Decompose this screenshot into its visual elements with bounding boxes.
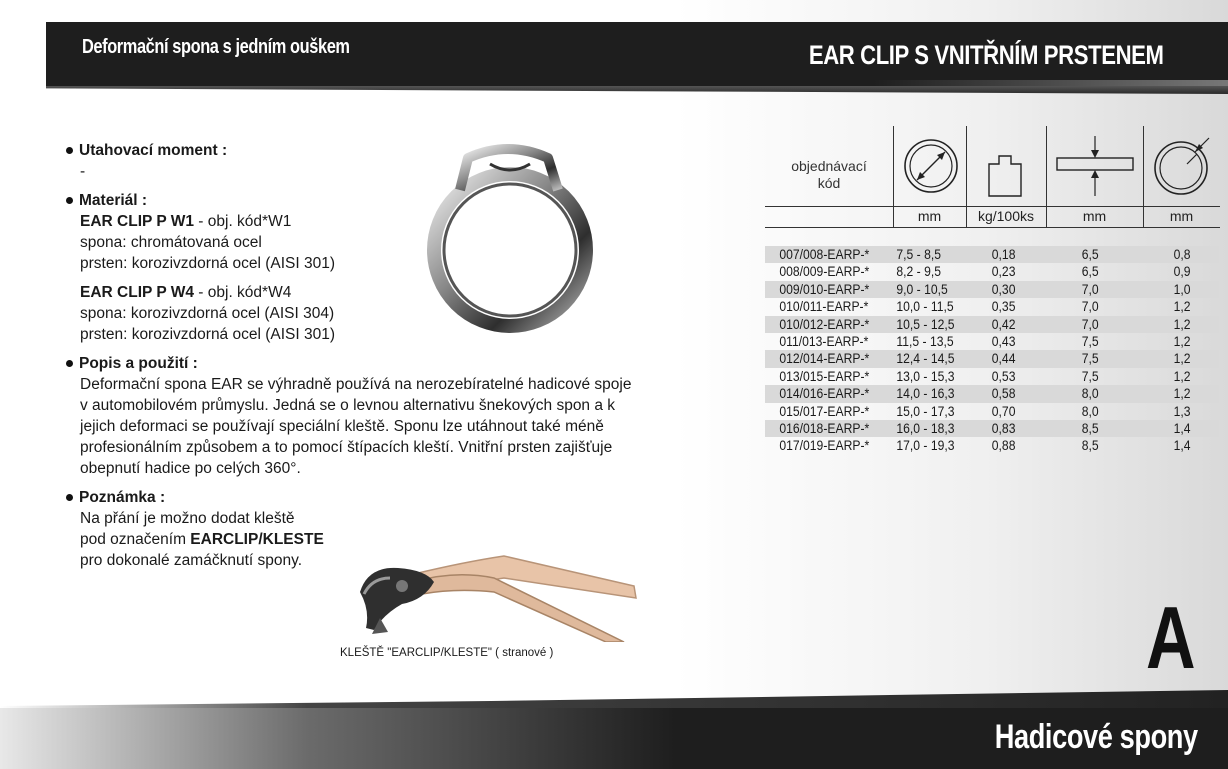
- footer-divider: [0, 690, 1228, 710]
- thickness-icon: [1151, 134, 1215, 198]
- order-code-header: objednávací kód: [791, 158, 867, 191]
- weight-cell: 0,58: [991, 386, 1016, 402]
- spec-table: [765, 126, 1220, 455]
- diameter-range-cell: 10,0 - 11,5: [896, 299, 954, 315]
- thickness-cell: 1,4: [1173, 420, 1191, 436]
- order-code-cell: 012/014-EARP-*: [779, 351, 870, 367]
- order-code-cell: 011/013-EARP-*: [779, 333, 869, 349]
- band-width-icon: [1053, 134, 1137, 204]
- diameter-range-cell: 8,2 - 9,5: [896, 264, 941, 280]
- diameter-range-cell: 15,0 - 17,3: [896, 403, 955, 419]
- diameter-icon: [901, 134, 961, 198]
- note-text: Na přání je možno dodat kleště pod označením EARCLIP/KLESTE pro dokonalé zamáčknutí spony.: [80, 510, 324, 569]
- thickness-cell: 1,2: [1173, 333, 1191, 349]
- bullet-icon: [66, 197, 73, 204]
- thickness-cell: 1,4: [1173, 438, 1191, 454]
- order-code-cell: 016/018-EARP-*: [779, 420, 870, 436]
- thickness-cell: 0,9: [1173, 264, 1191, 280]
- weight-cell: 0,35: [991, 299, 1016, 315]
- weight-cell: 0,83: [991, 420, 1016, 436]
- thickness-cell: 0,8: [1173, 247, 1191, 262]
- weight-cell: 0,18: [991, 247, 1016, 262]
- weight-cell: 0,42: [991, 316, 1016, 332]
- band-width-cell: 6,5: [1081, 264, 1099, 280]
- footer-title: Hadicové spony: [995, 718, 1198, 756]
- order-code-cell: 015/017-EARP-*: [779, 403, 870, 419]
- weight-cell: 0,53: [991, 368, 1016, 384]
- order-code-cell: 017/019-EARP-*: [779, 438, 870, 454]
- order-code-cell: 014/016-EARP-*: [779, 386, 870, 402]
- page-subtitle: Deformační spona s jedním ouškem: [82, 36, 350, 58]
- band-width-cell: 7,0: [1081, 299, 1099, 315]
- table-row: [765, 316, 1220, 333]
- table-row: [765, 263, 1220, 280]
- table-row: [765, 368, 1220, 385]
- thickness-cell: 1,2: [1173, 316, 1191, 332]
- torque-value: -: [80, 163, 86, 180]
- order-code-cell: 010/011-EARP-*: [779, 299, 869, 315]
- diameter-range-cell: 17,0 - 19,3: [896, 438, 955, 454]
- table-row: [765, 403, 1220, 420]
- section-letter: A: [1146, 588, 1196, 687]
- band-width-cell: 8,0: [1081, 386, 1099, 402]
- torque-heading: Utahovací moment :: [66, 140, 746, 161]
- diameter-range-cell: 13,0 - 15,3: [896, 368, 955, 384]
- diameter-range-cell: 10,5 - 12,5: [896, 316, 955, 332]
- weight-icon: [983, 134, 1027, 198]
- table-header: [765, 126, 1220, 228]
- thickness-cell: 1,2: [1173, 386, 1191, 402]
- table-body: [765, 246, 1220, 455]
- ear-clip-image: [420, 130, 596, 340]
- bullet-icon: [66, 147, 73, 154]
- weight-cell: 0,43: [991, 333, 1016, 349]
- band-width-cell: 7,0: [1081, 316, 1099, 332]
- unit-weight: kg/100ks: [977, 208, 1035, 224]
- band-width-cell: 7,0: [1081, 281, 1099, 297]
- unit-thickness: mm: [1169, 208, 1194, 224]
- order-code-cell: 007/008-EARP-*: [779, 247, 870, 262]
- diameter-range-cell: 12,4 - 14,5: [896, 351, 955, 367]
- unit-width: mm: [1082, 208, 1107, 224]
- weight-cell: 0,44: [991, 351, 1016, 367]
- band-width-cell: 8,0: [1081, 403, 1099, 419]
- pliers-caption: KLEŠTĚ "EARCLIP/KLESTE" ( stranové ): [340, 647, 554, 659]
- band-width-cell: 8,5: [1081, 420, 1099, 436]
- material-heading: Materiál :: [66, 190, 746, 211]
- band-width-cell: 8,5: [1081, 438, 1099, 454]
- usage-text: Deformační spona EAR se výhradně používá na nerozebíratelné hadicové spoje v automobilovém průmyslu. Jedná se o levnou alternativu šnekových spon a k jejich deformaci se používají speciální kleště. Sponu lze utáhnout také méně profesionálním způsobem a to pomocí štípacích kleští. Vnitřní prsten zajišťuje obepnutí hadice po celých 360°.: [80, 376, 632, 477]
- table-row: [765, 298, 1220, 315]
- diameter-range-cell: 7,5 - 8,5: [896, 247, 941, 262]
- note-heading: Poznámka :: [66, 487, 746, 508]
- order-code-cell: 009/010-EARP-*: [779, 281, 870, 297]
- weight-cell: 0,88: [991, 438, 1016, 454]
- material-w4: EAR CLIP P W4 - obj. kód*W4 spona: korozivzdorná ocel (AISI 304) prsten: korozivzdorná ocel (AISI 301): [80, 284, 336, 343]
- table-row: [765, 333, 1220, 350]
- table-row: [765, 281, 1220, 298]
- diameter-range-cell: 14,0 - 16,3: [896, 386, 955, 402]
- weight-cell: 0,30: [991, 281, 1016, 297]
- thickness-cell: 1,2: [1173, 351, 1191, 367]
- weight-cell: 0,70: [991, 403, 1016, 419]
- thickness-cell: 1,3: [1173, 403, 1191, 419]
- weight-cell: 0,23: [991, 264, 1016, 280]
- pliers-image: [344, 482, 644, 642]
- order-code-cell: 010/012-EARP-*: [779, 316, 870, 332]
- table-row: [765, 385, 1220, 402]
- bullet-icon: [66, 494, 73, 501]
- diameter-range-cell: 16,0 - 18,3: [896, 420, 955, 436]
- material-w1: EAR CLIP P W1 - obj. kód*W1 spona: chromátovaná ocel prsten: korozivzdorná ocel (AISI 301): [80, 213, 336, 272]
- thickness-cell: 1,0: [1173, 281, 1191, 297]
- page-title: EAR CLIP S VNITŘNÍM PRSTENEM: [809, 40, 1164, 70]
- bullet-icon: [66, 360, 73, 367]
- table-row: [765, 420, 1220, 437]
- unit-diameter: mm: [917, 208, 942, 224]
- band-width-cell: 7,5: [1081, 333, 1099, 349]
- thickness-cell: 1,2: [1173, 368, 1191, 384]
- table-row: [765, 437, 1220, 454]
- table-row: [765, 246, 1220, 263]
- usage-heading: Popis a použití :: [66, 353, 746, 374]
- order-code-cell: 008/009-EARP-*: [779, 264, 870, 280]
- order-code-cell: 013/015-EARP-*: [779, 368, 870, 384]
- band-width-cell: 7,5: [1081, 351, 1099, 367]
- band-width-cell: 6,5: [1081, 247, 1099, 262]
- band-width-cell: 7,5: [1081, 368, 1099, 384]
- thickness-cell: 1,2: [1173, 299, 1191, 315]
- table-row: [765, 350, 1220, 367]
- diameter-range-cell: 11,5 - 13,5: [896, 333, 954, 349]
- diameter-range-cell: 9,0 - 10,5: [896, 281, 948, 297]
- header-divider: [46, 86, 1228, 94]
